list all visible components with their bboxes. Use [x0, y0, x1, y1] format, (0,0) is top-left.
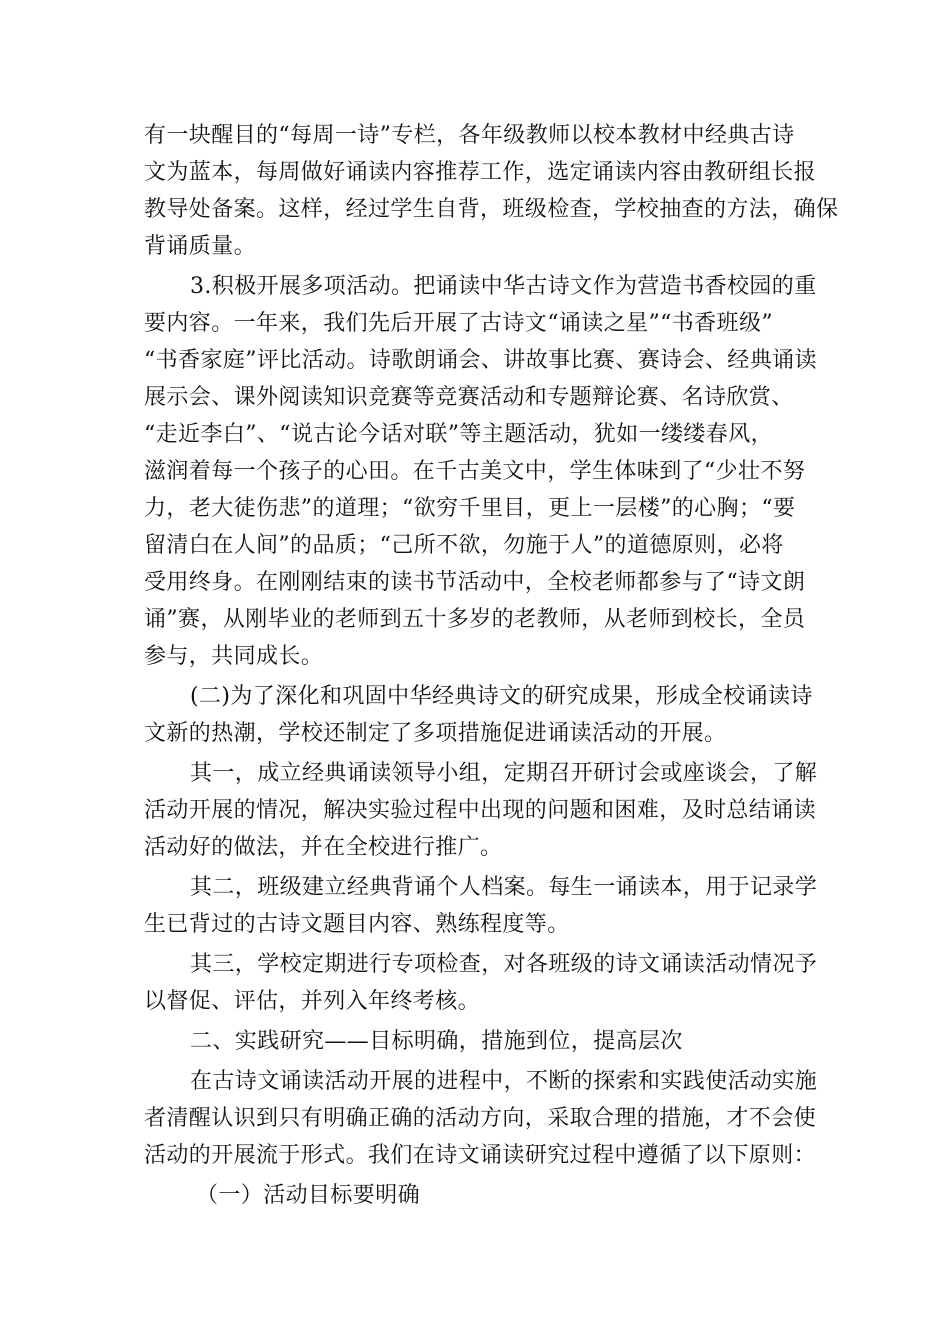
- text-line: 在古诗文诵读活动开展的进程中，不断的探索和实践使活动实施: [190, 1069, 818, 1094]
- text-line: 有一块醒目的“每周一诗”专栏，各年级教师以校本教材中经典古诗: [144, 123, 795, 148]
- text-line: 诵”赛，从刚毕业的老师到五十多岁的老教师，从老师到校长，全员: [144, 607, 806, 632]
- text-line: 者清醒认识到只有明确正确的活动方向，采取合理的措施，才不会使: [144, 1106, 817, 1131]
- text-line: 以督促、评估，并列入年终考核。: [144, 989, 481, 1014]
- text-line: 文为蓝本，每周做好诵读内容推荐工作，选定诵读内容由教研组长报: [144, 160, 817, 185]
- text-line: 留清白在人间”的品质；“己所不欲，勿施于人”的道德原则，必将: [144, 533, 784, 558]
- section-heading: 二、实践研究——目标明确，措施到位，提高层次: [190, 1029, 683, 1054]
- text-line: 活动的开展流于形式。我们在诗文诵读研究过程中遵循了以下原则：: [144, 1143, 817, 1168]
- text-line: 其二，班级建立经典背诵个人档案。每生一诵读本，用于记录学: [190, 875, 818, 900]
- text-line: 展示会、课外阅读知识竞赛等竞赛活动和专题辩论赛、名诗欣赏、: [144, 385, 794, 410]
- text-line: 其三，学校定期进行专项检查，对各班级的诗文诵读活动情况予: [190, 952, 818, 977]
- text-line: 生已背过的古诗文题目内容、熟练程度等。: [144, 912, 570, 937]
- text-line: 滋润着每一个孩子的心田。在千古美文中，学生体味到了“少壮不努: [144, 459, 806, 484]
- text-line: 文新的热潮，学校还制定了多项措施促进诵读活动的开展。: [144, 721, 727, 746]
- subsection-heading: （一）活动目标要明确: [196, 1183, 421, 1208]
- text-line: 活动好的做法，并在全校进行推广。: [144, 835, 503, 860]
- text-line: 力，老大徒伤悲”的道理；“欲穷千里目，更上一层楼”的心胸；“要: [144, 496, 796, 521]
- text-line: “书香家庭”评比活动。诗歌朗诵会、讲故事比赛、赛诗会、经典诵读: [144, 348, 817, 373]
- text-line: 活动开展的情况，解决实验过程中出现的问题和困难，及时总结诵读: [144, 798, 817, 823]
- text-line: (二)为了深化和巩固中华经典诗文的研究成果，形成全校诵读诗: [190, 684, 813, 709]
- text-line: 其一，成立经典诵读领导小组，定期召开研讨会或座谈会，了解: [190, 761, 818, 786]
- text-line: 要内容。一年来，我们先后开展了古诗文“诵读之星”“书香班级”: [144, 311, 773, 336]
- text-line: 受用终身。在刚刚结束的读书节活动中，全校老师都参与了“诗文朗: [144, 570, 806, 595]
- text-line: 教导处备案。这样，经过学生自背，班级检查，学校抽查的方法，确保: [144, 197, 839, 222]
- text-line: 参与，共同成长。: [144, 644, 324, 669]
- text-line: 背诵质量。: [144, 234, 257, 259]
- text-line: “走近李白”、“说古论今话对联”等主题活动，犹如一缕缕春风，: [144, 422, 773, 447]
- text-line: 3.积极开展多项活动。把诵读中华古诗文作为营造书香校园的重: [190, 274, 817, 299]
